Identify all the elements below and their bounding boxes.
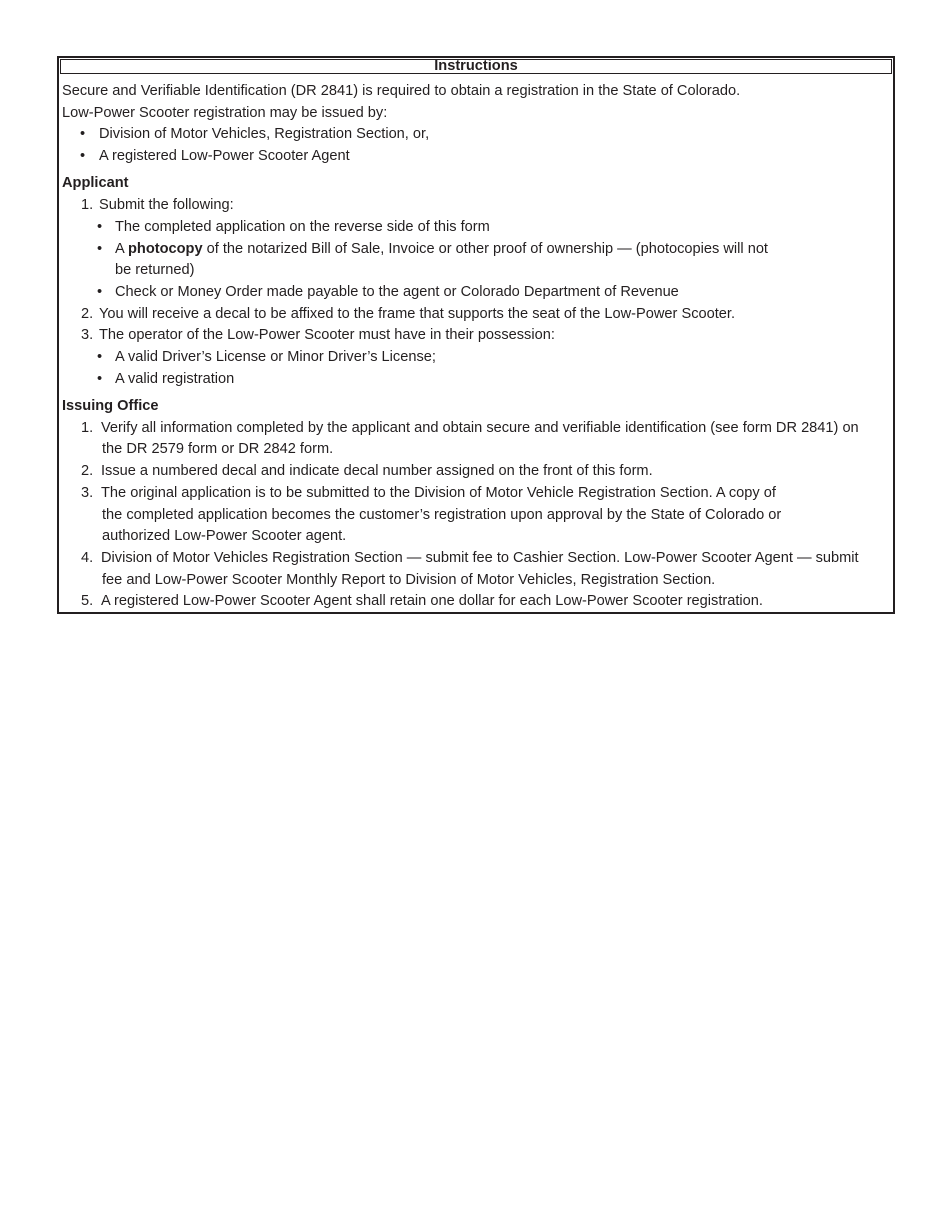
applicant-step-2: You will receive a decal to be affixed to the frame that supports the seat of the Low-Power Scooter. <box>99 306 736 322</box>
bullet-marker: • <box>97 219 103 235</box>
office-step-3-line-2: the completed application becomes the customer’s registration upon approval by the State of Colorado or <box>102 507 782 523</box>
step-number: 1. <box>81 197 94 213</box>
intro-line-1: Secure and Verifiable Identification (DR 2841) is required to obtain a registration in the State of Colorado. <box>62 83 741 99</box>
bullet-marker: • <box>80 148 86 164</box>
instructions-box <box>57 56 895 614</box>
applicant-item-license: A valid Driver’s License or Minor Driver’s License; <box>115 349 436 365</box>
step-number: 5. <box>81 593 94 609</box>
office-step-1-line-1: Verify all information completed by the applicant and obtain secure and verifiable identification (see form DR 2841) on <box>101 420 859 436</box>
bullet-marker: • <box>97 284 103 300</box>
bullet-marker: • <box>97 371 103 387</box>
step-number: 2. <box>81 463 94 479</box>
step-number: 3. <box>81 327 94 343</box>
issuer-item-dmv: Division of Motor Vehicles, Registration Section, or, <box>99 126 430 142</box>
step-number: 1. <box>81 420 94 436</box>
office-step-2: Issue a numbered decal and indicate decal number assigned on the front of this form. <box>101 463 653 479</box>
applicant-item-photocopy: A photocopy of the notarized Bill of Sale, Invoice or other proof of ownership — (photocopies will not <box>115 241 768 257</box>
step-number: 3. <box>81 485 94 501</box>
issuing-office-heading: Issuing Office <box>62 398 159 414</box>
office-step-3-line-3: authorized Low-Power Scooter agent. <box>102 528 347 544</box>
applicant-item-application: The completed application on the reverse side of this form <box>115 219 490 235</box>
bullet-marker: • <box>97 241 103 257</box>
step-number: 2. <box>81 306 94 322</box>
applicant-step-3: The operator of the Low-Power Scooter must have in their possession: <box>99 327 555 343</box>
bullet-marker: • <box>80 126 86 142</box>
instructions-title: Instructions <box>60 59 892 74</box>
office-step-5: A registered Low-Power Scooter Agent shall retain one dollar for each Low-Power Scooter registration. <box>101 593 763 609</box>
applicant-step-1: Submit the following: <box>99 197 234 213</box>
intro-line-2: Low-Power Scooter registration may be issued by: <box>62 105 388 121</box>
applicant-item-registration: A valid registration <box>115 371 235 387</box>
step-number: 4. <box>81 550 94 566</box>
office-step-4-line-1: Division of Motor Vehicles Registration Section — submit fee to Cashier Section. Low-Power Scooter Agent — submit <box>101 550 859 566</box>
office-step-4-line-2: fee and Low-Power Scooter Monthly Report to Division of Motor Vehicles, Registration Section. <box>102 572 716 588</box>
bullet-marker: • <box>97 349 103 365</box>
applicant-heading: Applicant <box>62 175 129 191</box>
issuer-item-agent: A registered Low-Power Scooter Agent <box>99 148 350 164</box>
office-step-3-line-1: The original application is to be submitted to the Division of Motor Vehicle Registration Section. A copy of <box>101 485 776 501</box>
office-step-1-line-2: the DR 2579 form or DR 2842 form. <box>102 441 334 457</box>
applicant-item-payment: Check or Money Order made payable to the agent or Colorado Department of Revenue <box>115 284 679 300</box>
applicant-item-photocopy-cont: be returned) <box>115 262 195 278</box>
